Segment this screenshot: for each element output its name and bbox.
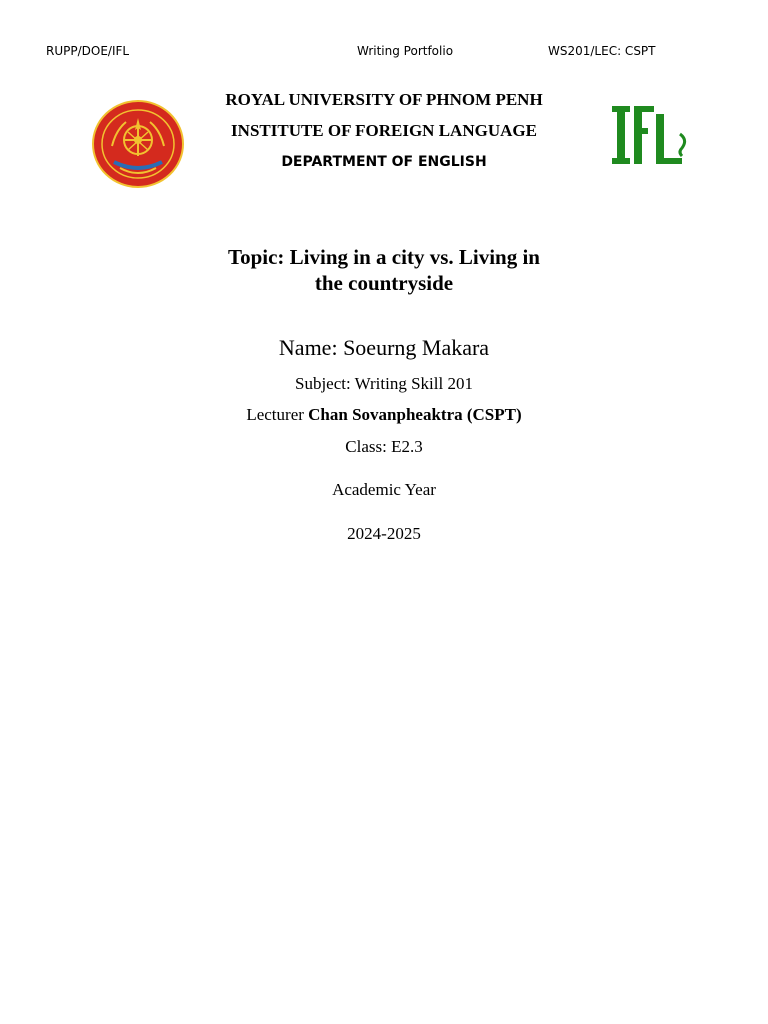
university-name: ROYAL UNIVERSITY OF PHNOM PENH <box>225 90 543 109</box>
topic-line-1: Topic: Living in a city vs. Living in <box>228 245 540 269</box>
department-name: DEPARTMENT OF ENGLISH <box>281 154 487 170</box>
student-name: Name: Soeurng Makara <box>278 335 490 360</box>
subject-line: Subject: Writing Skill 201 <box>295 374 473 393</box>
rupp-seal-icon <box>92 100 184 188</box>
header-center: Writing Portfolio <box>357 44 454 58</box>
institute-name: INSTITUTE OF FOREIGN LANGUAGE <box>231 121 537 140</box>
academic-year-label: Academic Year <box>332 480 436 499</box>
topic-line-2: the countryside <box>314 271 454 295</box>
class-line: Class: E2.3 <box>345 437 423 456</box>
topic-title <box>0 244 768 296</box>
lecturer-prefix: Lecturer <box>246 405 309 424</box>
lecturer-line <box>0 405 768 425</box>
lecturer-name: Chan Sovanpheaktra (CSPT) <box>308 405 522 424</box>
header-right: WS201/LEC: CSPT <box>548 44 656 58</box>
header-left: RUPP/DOE/IFL <box>46 44 130 58</box>
academic-year: 2024-2025 <box>347 524 421 543</box>
